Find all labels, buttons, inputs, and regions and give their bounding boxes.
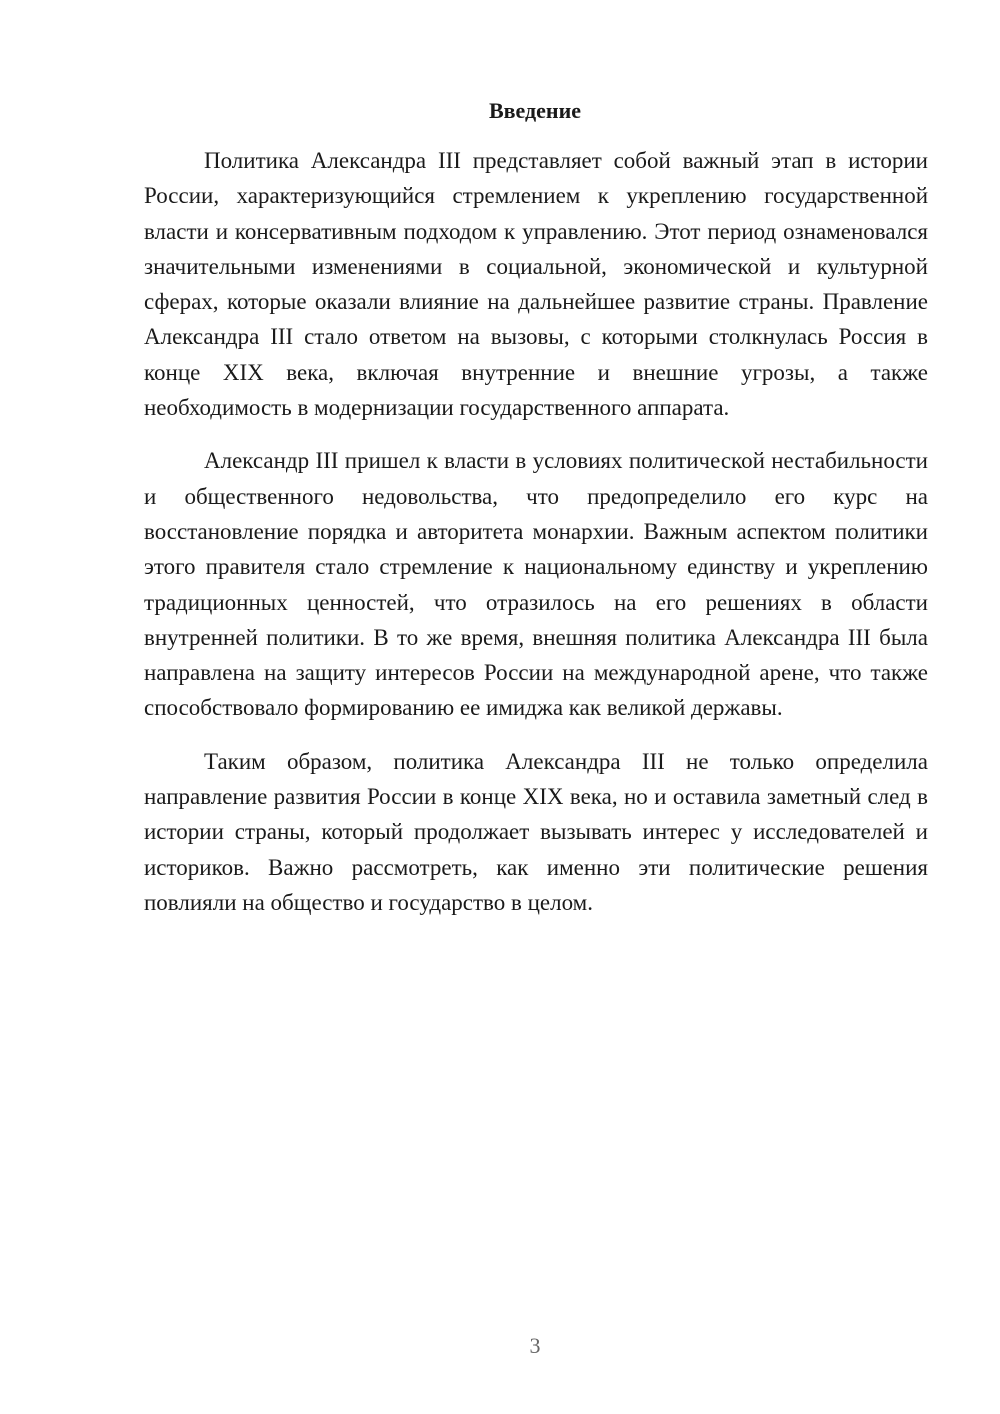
body-text bbox=[144, 143, 928, 938]
paragraph-1: Политика Александра III представляет собой важный этап в истории России, характеризующийся стремлением к укреплению государственной власти и консервативным подходом к управлению. Этот период ознаменовался значительными изменениями в социальной, экономической и культурной сферах, которые оказали влияние на дальнейшее развитие страны. Правление Александра III стало ответом на вызовы, с которыми столкнулась Россия в конце XIX века, включая внутренние и внешние угрозы, а также необходимость в модернизации государственного аппарата. bbox=[144, 148, 928, 421]
section-heading: Введение bbox=[488, 98, 582, 123]
page-number: 3 bbox=[529, 1333, 541, 1358]
paragraph-2: Александр III пришел к власти в условиях политической нестабильности и общественного недовольства, что предопределило его курс на восстановление порядка и авторитета монархии. Важным аспектом политики этого правителя стало стремление к национальному единству и укреплению традиционных ценностей, что отразилось на его решениях в области внутренней политики. В то же время, внешняя политика Александра III была направлена на защиту интересов России на международной арене, что также способствовало формированию ее имиджа как великой державы. bbox=[144, 448, 928, 721]
paragraph-3: Таким образом, политика Александра III не только определила направление развития России в конце XIX века, но и оставила заметный след в истории страны, который продолжает вызывать интерес у исследователей и историков. Важно рассмотреть, как именно эти политические решения повлияли на общество и государство в целом. bbox=[144, 748, 928, 915]
